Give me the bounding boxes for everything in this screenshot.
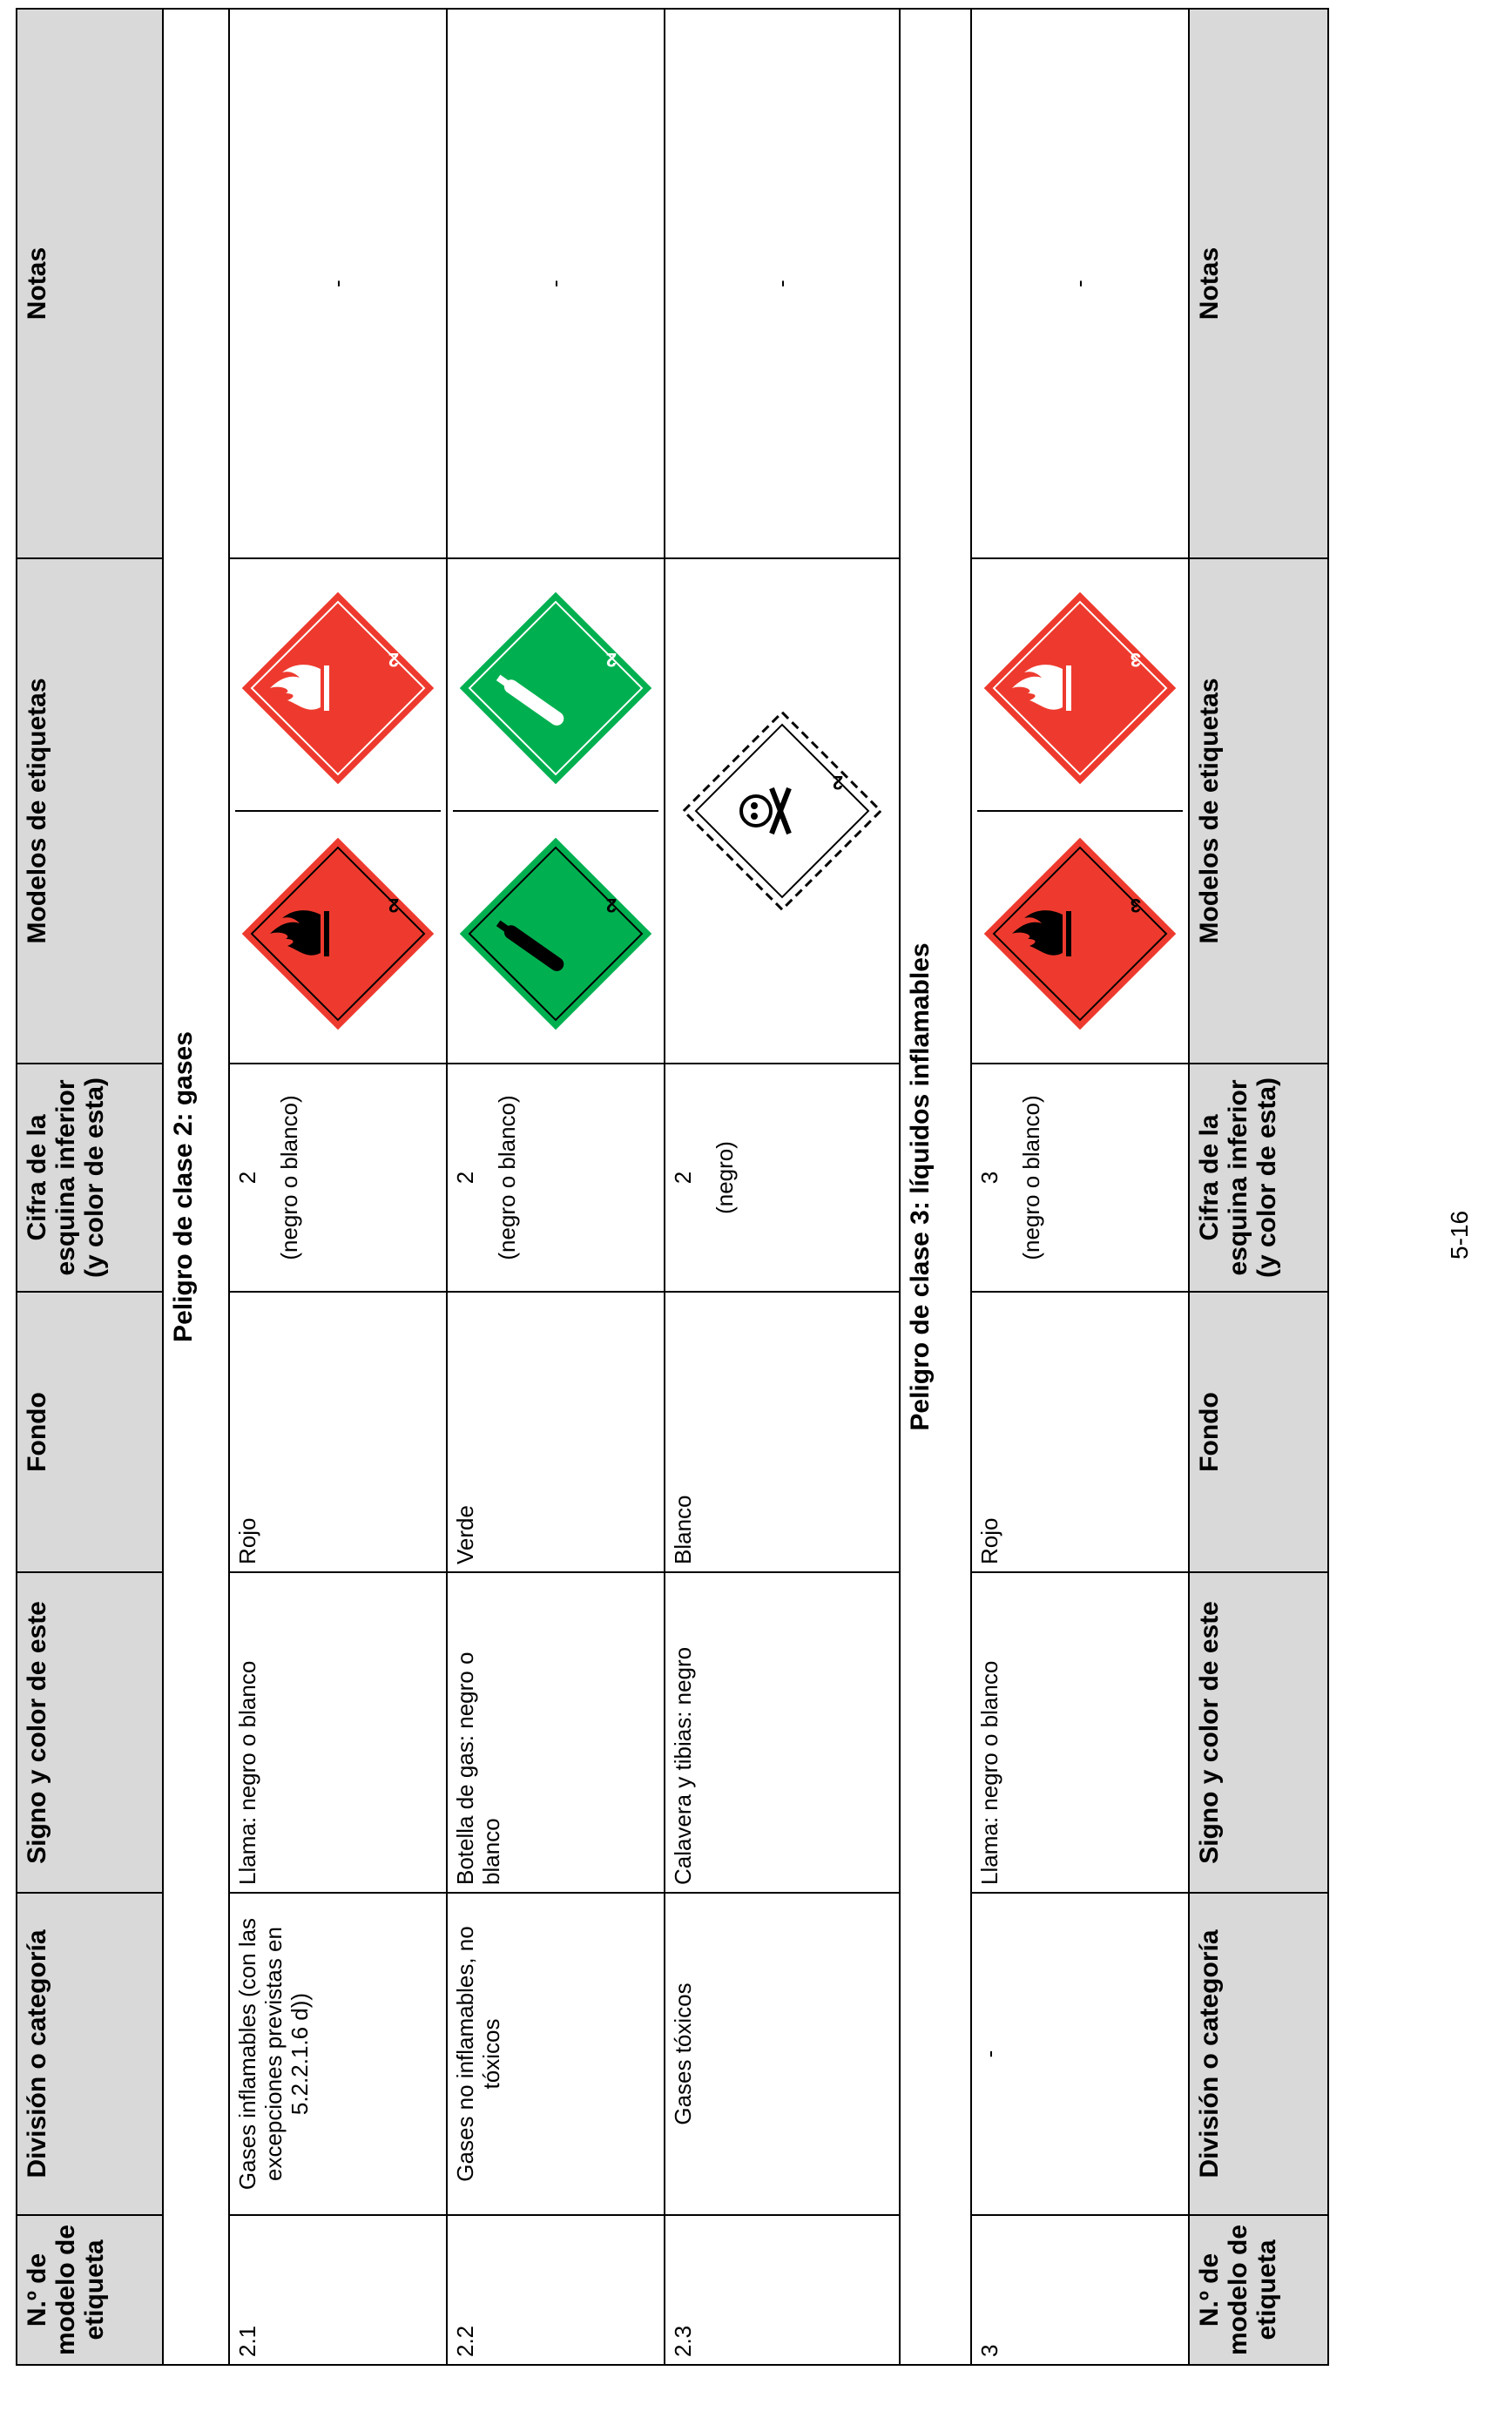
corner-figure [665, 1064, 900, 1292]
footer-background: Fondo [1189, 1292, 1328, 1572]
section-class3-title: Peligro de clase 3: líquidos inflamables [900, 9, 971, 2365]
figure-color: (negro o blanco) [493, 1095, 520, 1260]
model-number: 2.2 [447, 2215, 665, 2365]
symbol-text: Calavera y tibias: negro [665, 1572, 900, 1893]
footer-model-no: N.º de modelo de etiqueta [1189, 2215, 1328, 2365]
svg-text:2: 2 [605, 895, 617, 916]
table-row [665, 9, 900, 2365]
svg-text:2: 2 [832, 772, 843, 794]
section-class2-title: Peligro de clase 2: gases [163, 9, 229, 2365]
corner-figure [447, 1064, 665, 1292]
svg-text:2: 2 [605, 649, 617, 671]
notes-text: - [971, 9, 1189, 558]
figure-number: 3 [976, 1171, 1002, 1185]
division-text: Gases tóxicos [665, 1893, 900, 2215]
label-models-cell [971, 558, 1189, 1064]
table-row [971, 9, 1189, 2365]
footer-label-models: Modelos de etiquetas [1189, 558, 1328, 1064]
symbol-text: Llama: negro o blanco [971, 1572, 1189, 1893]
label-models-cell [447, 558, 665, 1064]
table-row [229, 9, 447, 2365]
header-corner-figure: Cifra de la esquina inferior (y color de esta) [17, 1064, 163, 1292]
header-division: División o categoría [17, 1893, 163, 2215]
division-text: - [971, 1893, 1189, 2215]
header-background: Fondo [17, 1292, 163, 1572]
corner-figure [229, 1064, 447, 1292]
background-text: Blanco [665, 1292, 900, 1572]
svg-text:3: 3 [1130, 895, 1141, 916]
figure-number: 2 [452, 1171, 478, 1185]
footer-symbol: Signo y color de este [1189, 1572, 1328, 1893]
footer-notes: Notas [1189, 9, 1328, 558]
background-text: Rojo [229, 1292, 447, 1572]
figure-number: 2 [670, 1171, 696, 1185]
model-number: 2.3 [665, 2215, 900, 2365]
figure-color: (negro o blanco) [275, 1095, 302, 1260]
symbol-text: Llama: negro o blanco [229, 1572, 447, 1893]
label-models-cell [229, 558, 447, 1064]
background-text: Verde [447, 1292, 665, 1572]
svg-text:3: 3 [1130, 649, 1141, 671]
symbol-text: Botella de gas: negro o blanco [447, 1572, 665, 1893]
flame-icon [242, 838, 434, 1030]
svg-text:2: 2 [388, 895, 399, 916]
label-models-cell [665, 558, 900, 1064]
notes-text: - [665, 9, 900, 558]
flame-icon [984, 592, 1176, 784]
figure-color: (negro) [711, 1141, 738, 1214]
model-number: 3 [971, 2215, 1189, 2365]
skull-crossbones-icon [678, 706, 887, 915]
header-label-models: Modelos de etiquetas [17, 558, 163, 1064]
svg-text:2: 2 [388, 649, 399, 671]
footer-division: División o categoría [1189, 1893, 1328, 2215]
header-notes: Notas [17, 9, 163, 558]
gas-cylinder-icon [460, 592, 651, 784]
notes-text: - [229, 9, 447, 558]
figure-color: (negro o blanco) [1017, 1095, 1044, 1260]
labels-table [16, 8, 1329, 2366]
corner-figure [971, 1064, 1189, 1292]
division-text: Gases no inflamables, no tóxicos [447, 1893, 665, 2215]
flame-icon [984, 838, 1176, 1030]
header-symbol: Signo y color de este [17, 1572, 163, 1893]
notes-text: - [447, 9, 665, 558]
figure-number: 2 [234, 1171, 260, 1185]
table-row [447, 9, 665, 2365]
footer-corner-figure: Cifra de la esquina inferior (y color de esta) [1189, 1064, 1328, 1292]
model-number: 2.1 [229, 2215, 447, 2365]
background-text: Rojo [971, 1292, 1189, 1572]
header-model-no: N.º de modelo de etiqueta [17, 2215, 163, 2365]
gas-cylinder-icon [460, 838, 651, 1030]
division-text: Gases inflamables (con las excepciones previstas en 5.2.2.1.6 d)) [229, 1893, 447, 2215]
page-number: 5-16 [1446, 1210, 1473, 1260]
flame-icon [242, 592, 434, 784]
